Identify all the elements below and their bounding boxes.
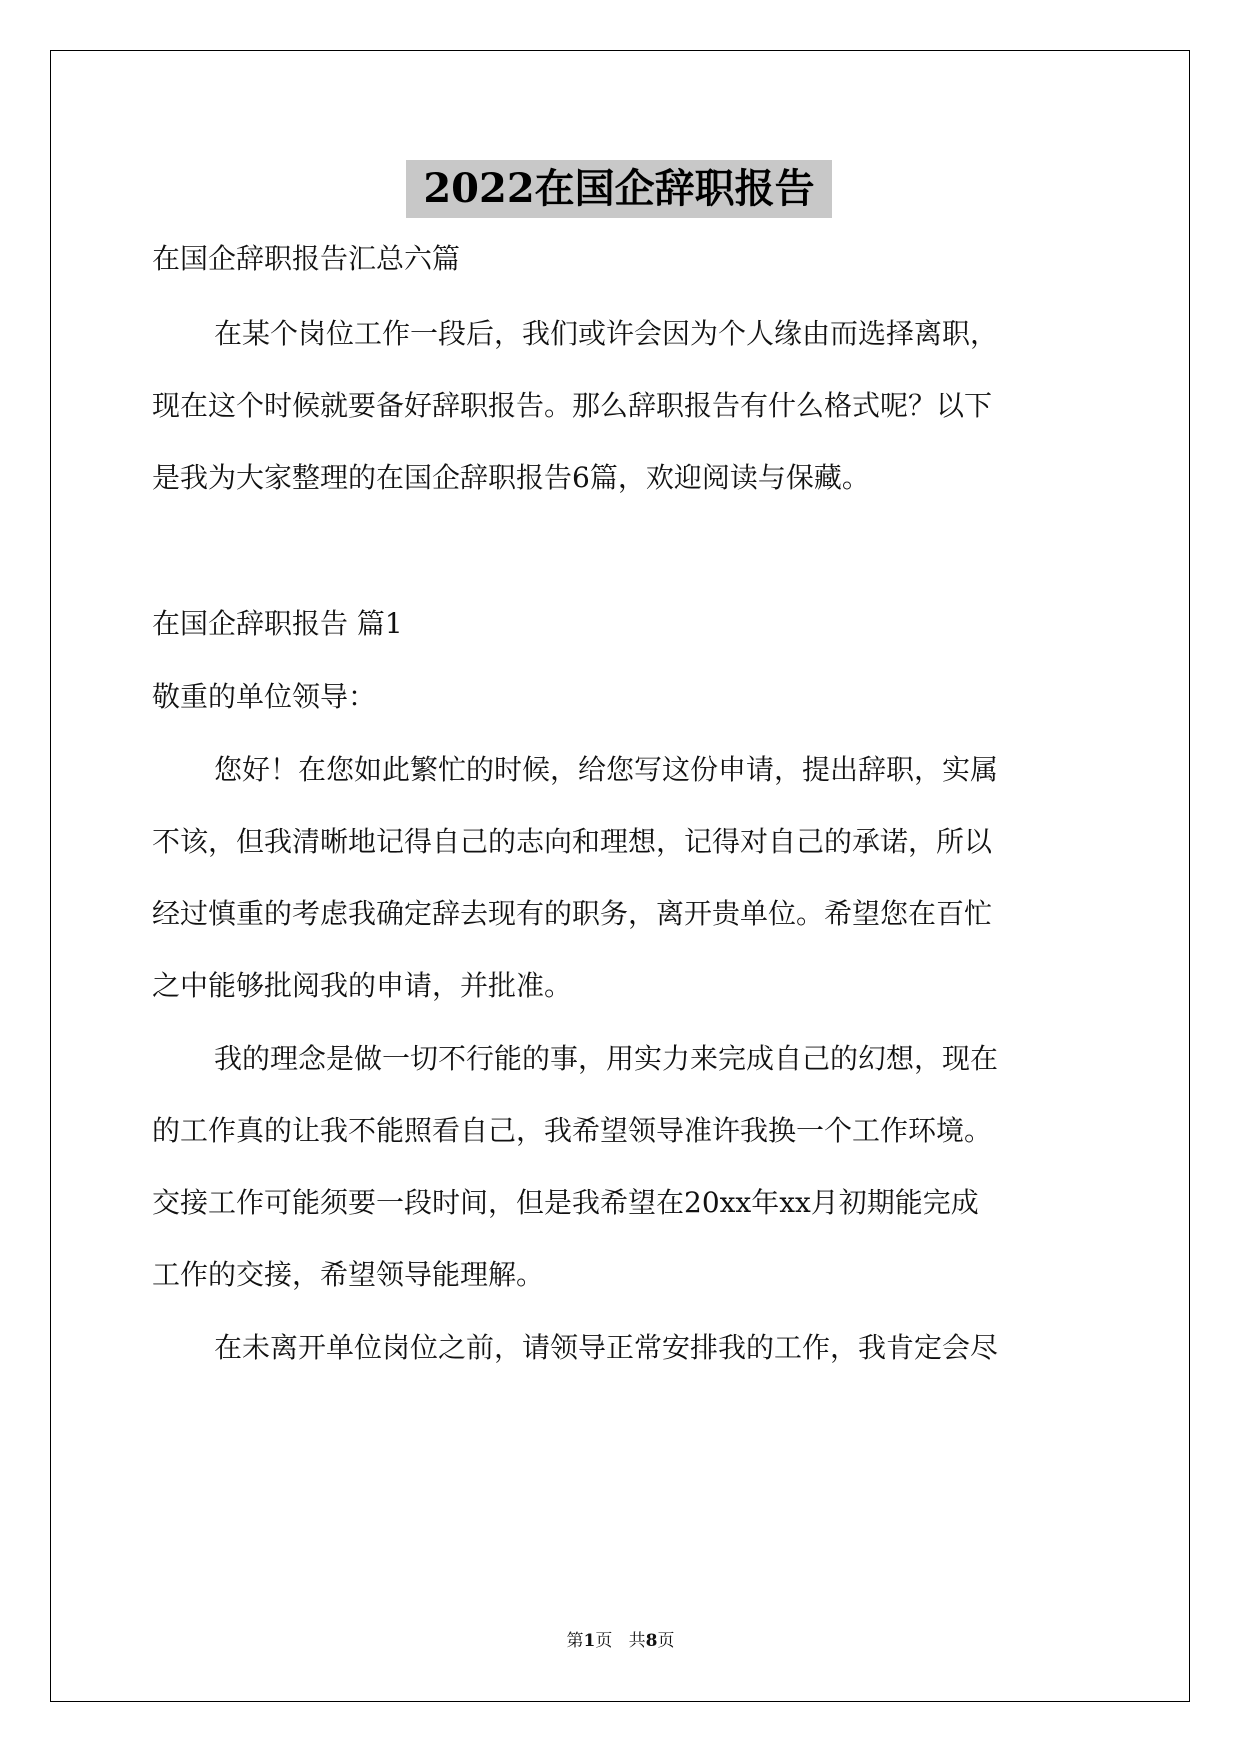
paragraph1-line-1: 您好！在您如此繁忙的时候，给您写这份申请，提出辞职，实属 <box>214 753 999 786</box>
paragraph2-line-1: 我的理念是做一切不行能的事，用实力来完成自己的幻想，现在 <box>214 1042 999 1075</box>
footer-page-prefix: 第 <box>566 1631 584 1651</box>
subtitle: 在国企辞职报告汇总六篇 <box>152 242 461 275</box>
paragraph1-line-3: 经过慎重的考虑我确定辞去现有的职务，离开贵单位。希望您在百忙 <box>152 897 993 930</box>
intro-line-2: 现在这个时候就要备好辞职报告。那么辞职报告有什么格式呢？以下 <box>152 389 993 422</box>
paragraph3-line-1: 在未离开单位岗位之前，请领导正常安排我的工作，我肯定会尽 <box>214 1331 999 1364</box>
footer-page-number: 1 <box>583 1631 596 1651</box>
paragraph1-line-2: 不该，但我清晰地记得自己的志向和理想，记得对自己的承诺，所以 <box>152 825 993 858</box>
salutation: 敬重的单位领导： <box>152 680 377 713</box>
paragraph2-line-2: 的工作真的让我不能照看自己，我希望领导准许我换一个工作环境。 <box>152 1114 993 1147</box>
document-title: 2022在国企辞职报告 <box>406 160 832 218</box>
section-heading: 在国企辞职报告 篇1 <box>152 607 403 640</box>
page-border <box>50 50 1190 1702</box>
paragraph2-line-3: 交接工作可能须要一段时间，但是我希望在20xx年xx月初期能完成 <box>152 1186 979 1219</box>
intro-line-1: 在某个岗位工作一段后，我们或许会因为个人缘由而选择离职， <box>214 317 999 350</box>
footer-total-pages: 8 <box>645 1631 658 1651</box>
footer-total-suffix: 页 <box>657 1631 675 1651</box>
intro-line-3: 是我为大家整理的在国企辞职报告6篇，欢迎阅读与保藏。 <box>152 461 870 494</box>
footer-total-prefix: 共 <box>628 1631 646 1651</box>
footer-page-suffix: 页 <box>595 1631 613 1651</box>
paragraph1-line-4: 之中能够批阅我的申请，并批准。 <box>152 969 573 1002</box>
page-footer <box>0 1626 1241 1651</box>
paragraph2-line-4: 工作的交接，希望领导能理解。 <box>152 1258 545 1291</box>
